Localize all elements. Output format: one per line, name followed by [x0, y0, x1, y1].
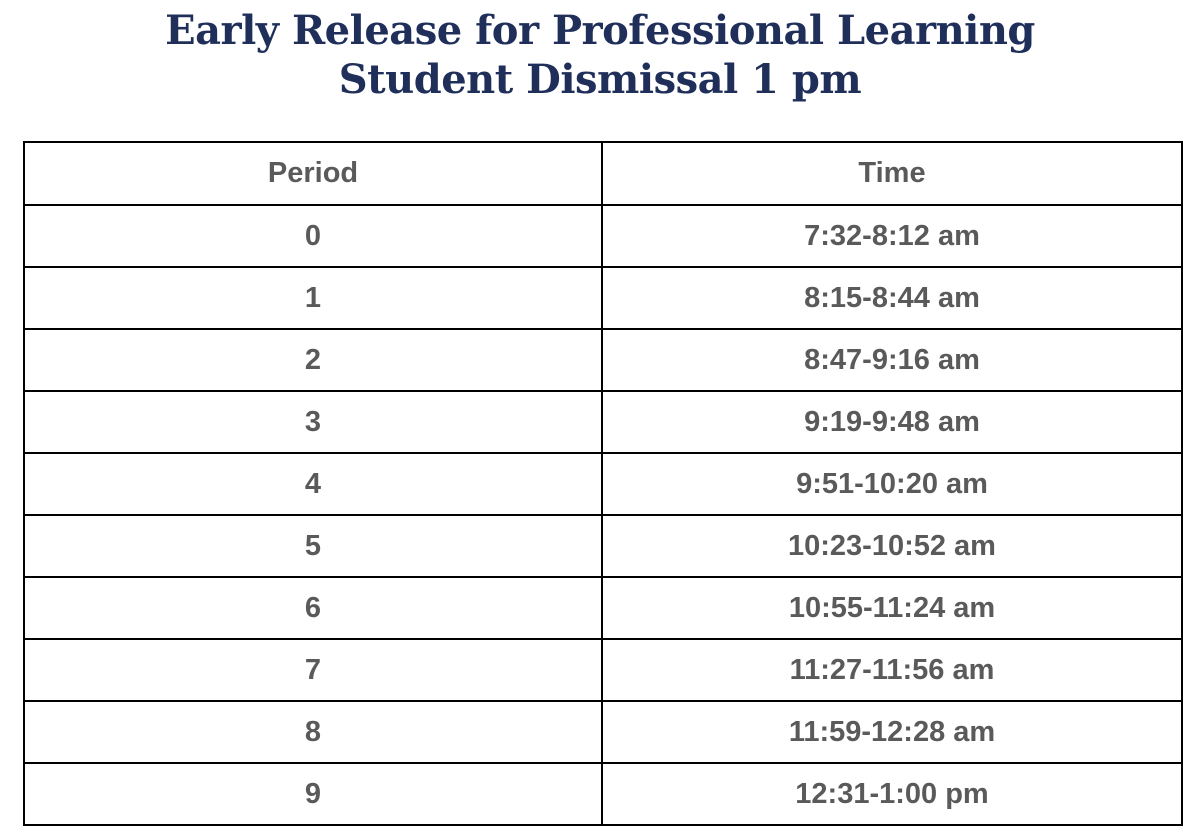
- time-cell: 9:19-9:48 am: [602, 391, 1182, 453]
- schedule-table: [23, 141, 1183, 826]
- table-row: [24, 763, 1182, 825]
- table-row: [24, 267, 1182, 329]
- table-row: [24, 329, 1182, 391]
- period-cell: 7: [24, 639, 602, 701]
- column-header-period: Period: [24, 142, 602, 205]
- period-cell: 9: [24, 763, 602, 825]
- period-cell: 0: [24, 205, 602, 267]
- time-cell: 8:15-8:44 am: [602, 267, 1182, 329]
- time-cell: 7:32-8:12 am: [602, 205, 1182, 267]
- time-cell: 11:27-11:56 am: [602, 639, 1182, 701]
- table-row: [24, 701, 1182, 763]
- table-row: [24, 639, 1182, 701]
- table-row: [24, 515, 1182, 577]
- table-row: [24, 205, 1182, 267]
- period-cell: 5: [24, 515, 602, 577]
- time-cell: 11:59-12:28 am: [602, 701, 1182, 763]
- period-cell: 4: [24, 453, 602, 515]
- time-cell: 10:23-10:52 am: [602, 515, 1182, 577]
- title-block: [0, 6, 1200, 104]
- page-subtitle: Student Dismissal 1 pm: [338, 56, 862, 103]
- table-row: [24, 391, 1182, 453]
- period-cell: 2: [24, 329, 602, 391]
- page-title: Early Release for Professional Learning: [165, 7, 1035, 54]
- period-cell: 8: [24, 701, 602, 763]
- period-cell: 1: [24, 267, 602, 329]
- table-row: [24, 577, 1182, 639]
- table-row: [24, 453, 1182, 515]
- period-cell: 3: [24, 391, 602, 453]
- period-cell: 6: [24, 577, 602, 639]
- time-cell: 10:55-11:24 am: [602, 577, 1182, 639]
- column-header-time: Time: [602, 142, 1182, 205]
- time-cell: 9:51-10:20 am: [602, 453, 1182, 515]
- time-cell: 8:47-9:16 am: [602, 329, 1182, 391]
- time-cell: 12:31-1:00 pm: [602, 763, 1182, 825]
- table-header-row: [24, 142, 1182, 205]
